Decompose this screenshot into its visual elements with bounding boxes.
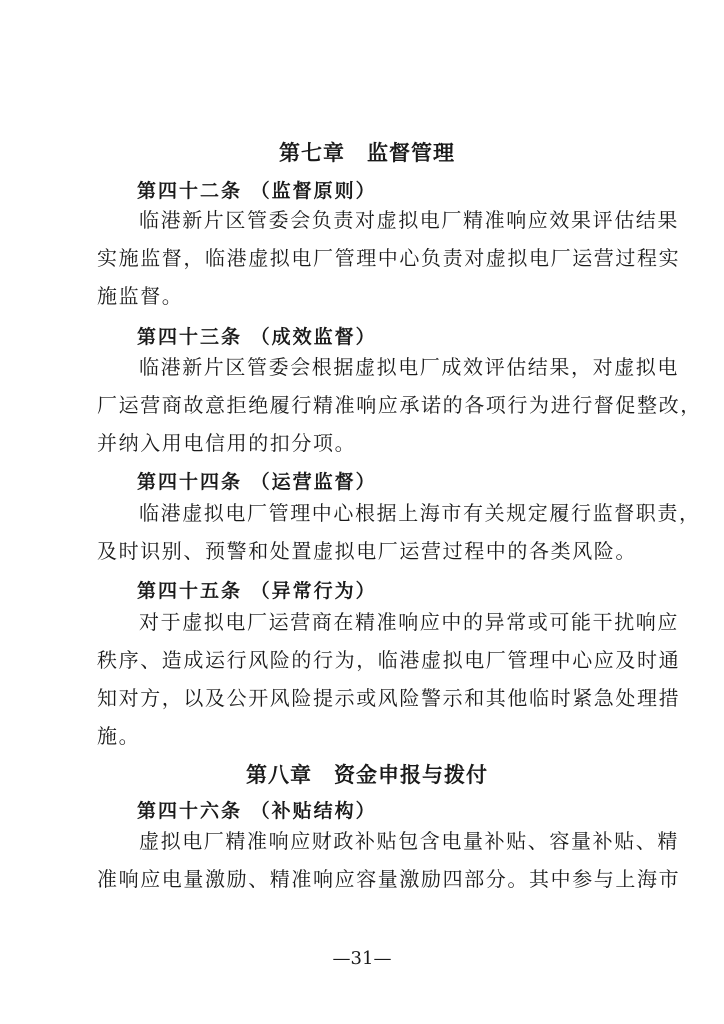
article-43-heading: 第四十三条 （成效监督）: [137, 326, 377, 348]
text-line: 临港虚拟电厂管理中心根据上海市有关规定履行监督职责，: [139, 501, 701, 525]
text-line: 对于虚拟电厂运营商在精准响应中的异常或可能干扰响应: [139, 610, 679, 634]
text-line: 实施监督，临港虚拟电厂管理中心负责对虚拟电厂运营过程实: [97, 246, 681, 270]
text-line: 临港新片区管委会根据虚拟电厂成效评估结果，对虚拟电: [139, 355, 679, 379]
text-line: 厂运营商故意拒绝履行精准响应承诺的各项行为进行督促整改，: [97, 393, 702, 417]
article-42-heading: 第四十二条 （监督原则）: [137, 180, 377, 202]
chapter-7-title: 第七章 监督管理: [279, 141, 455, 165]
text-line: 及时识别、预警和处置虚拟电厂运营过程中的各类风险。: [97, 539, 637, 563]
text-line: 施。: [97, 724, 141, 748]
text-line: 虚拟电厂精准响应财政补贴包含电量补贴、容量补贴、精: [139, 829, 679, 853]
article-45-body: [97, 603, 681, 755]
chapter-8-title: 第八章 资金申报与拨付: [246, 763, 488, 787]
article-45-heading: 第四十五条 （异常行为）: [137, 580, 377, 602]
text-line: 施监督。: [97, 284, 184, 308]
text-line: 知对方，以及公开风险提示或风险警示和其他临时紧急处理措: [97, 686, 681, 710]
article-42-body: [97, 201, 681, 315]
page-number: —31—: [332, 948, 392, 969]
text-line: 并纳入用电信用的扣分项。: [97, 431, 357, 455]
article-46-body: [97, 822, 681, 898]
article-44-heading: 第四十四条 （运营监督）: [137, 471, 377, 493]
text-line: 临港新片区管委会负责对虚拟电厂精准响应效果评估结果: [139, 208, 679, 232]
article-43-body: [97, 348, 702, 462]
text-line: 准响应电量激励、精准响应容量激励四部分。其中参与上海市: [97, 867, 681, 891]
article-46-heading: 第四十六条 （补贴结构）: [137, 800, 377, 822]
text-line: 秩序、造成运行风险的行为，临港虚拟电厂管理中心应及时通: [97, 648, 681, 672]
article-44-body: [97, 494, 701, 570]
